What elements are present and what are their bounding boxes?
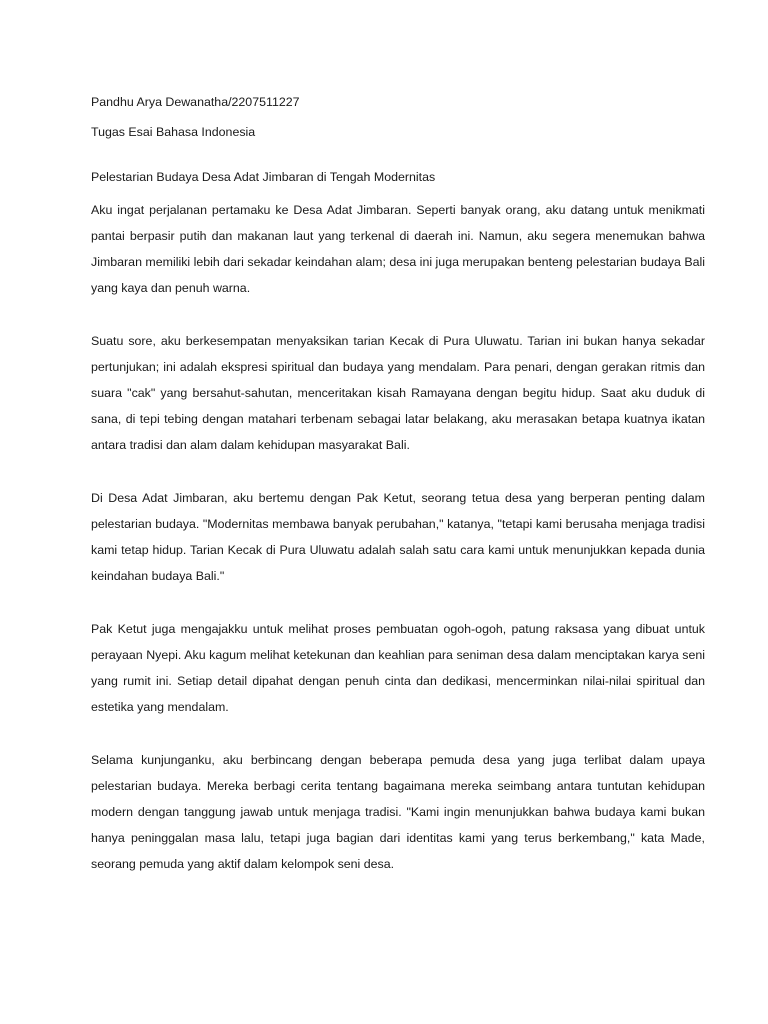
essay-body: [91, 197, 705, 877]
author-line: Pandhu Arya Dewanatha/2207511227: [91, 95, 300, 109]
essay-title: Pelestarian Budaya Desa Adat Jimbaran di Tengah Modernitas: [91, 170, 436, 184]
essay-paragraph-5: Selama kunjunganku, aku berbincang dengan beberapa pemuda desa yang juga terlibat dalam upaya pelestarian budaya. Mereka berbagi cerita tentang bagaimana mereka seimbang antara tuntutan kehidupan modern dengan tanggung jawab untuk menjaga tradisi. "Kami ingin menunjukkan bahwa budaya kami bukan hanya peninggalan masa lalu, tetapi juga bagian dari identitas kami yang terus berkembang," kata Made, seorang pemuda yang aktif dalam kelompok seni desa.: [91, 753, 705, 871]
document-page: [91, 93, 705, 877]
essay-paragraph-4: Pak Ketut juga mengajakku untuk melihat proses pembuatan ogoh-ogoh, patung raksasa yang dibuat untuk perayaan Nyepi. Aku kagum melihat ketekunan dan keahlian para seniman desa dalam menciptakan karya seni yang rumit ini. Setiap detail dipahat dengan penuh cinta dan dedikasi, mencerminkan nilai-nilai spiritual dan estetika yang mendalam.: [91, 622, 705, 714]
essay-paragraph-3: Di Desa Adat Jimbaran, aku bertemu dengan Pak Ketut, seorang tetua desa yang berperan penting dalam pelestarian budaya. "Modernitas membawa banyak perubahan," katanya, "tetapi kami berusaha menjaga tradisi kami tetap hidup. Tarian Kecak di Pura Uluwatu adalah salah satu cara kami untuk menunjukkan kepada dunia keindahan budaya Bali.": [91, 491, 705, 583]
essay-paragraph-2: Suatu sore, aku berkesempatan menyaksikan tarian Kecak di Pura Uluwatu. Tarian ini bukan hanya sekadar pertunjukan; ini adalah ekspresi spiritual dan budaya yang mendalam. Para penari, dengan gerakan ritmis dan suara "cak" yang bersahut-sahutan, menceritakan kisah Ramayana dengan begitu hidup. Saat aku duduk di sana, di tepi tebing dengan matahari terbenam sebagai latar belakang, aku merasakan betapa kuatnya ikatan antara tradisi dan alam dalam kehidupan masyarakat Bali.: [91, 334, 705, 452]
essay-paragraph-1: Aku ingat perjalanan pertamaku ke Desa Adat Jimbaran. Seperti banyak orang, aku datang untuk menikmati pantai berpasir putih dan makanan laut yang terkenal di daerah ini. Namun, aku segera menemukan bahwa Jimbaran memiliki lebih dari sekadar keindahan alam; desa ini juga merupakan benteng pelestarian budaya Bali yang kaya dan penuh warna.: [91, 203, 705, 295]
course-line: Tugas Esai Bahasa Indonesia: [91, 125, 256, 139]
